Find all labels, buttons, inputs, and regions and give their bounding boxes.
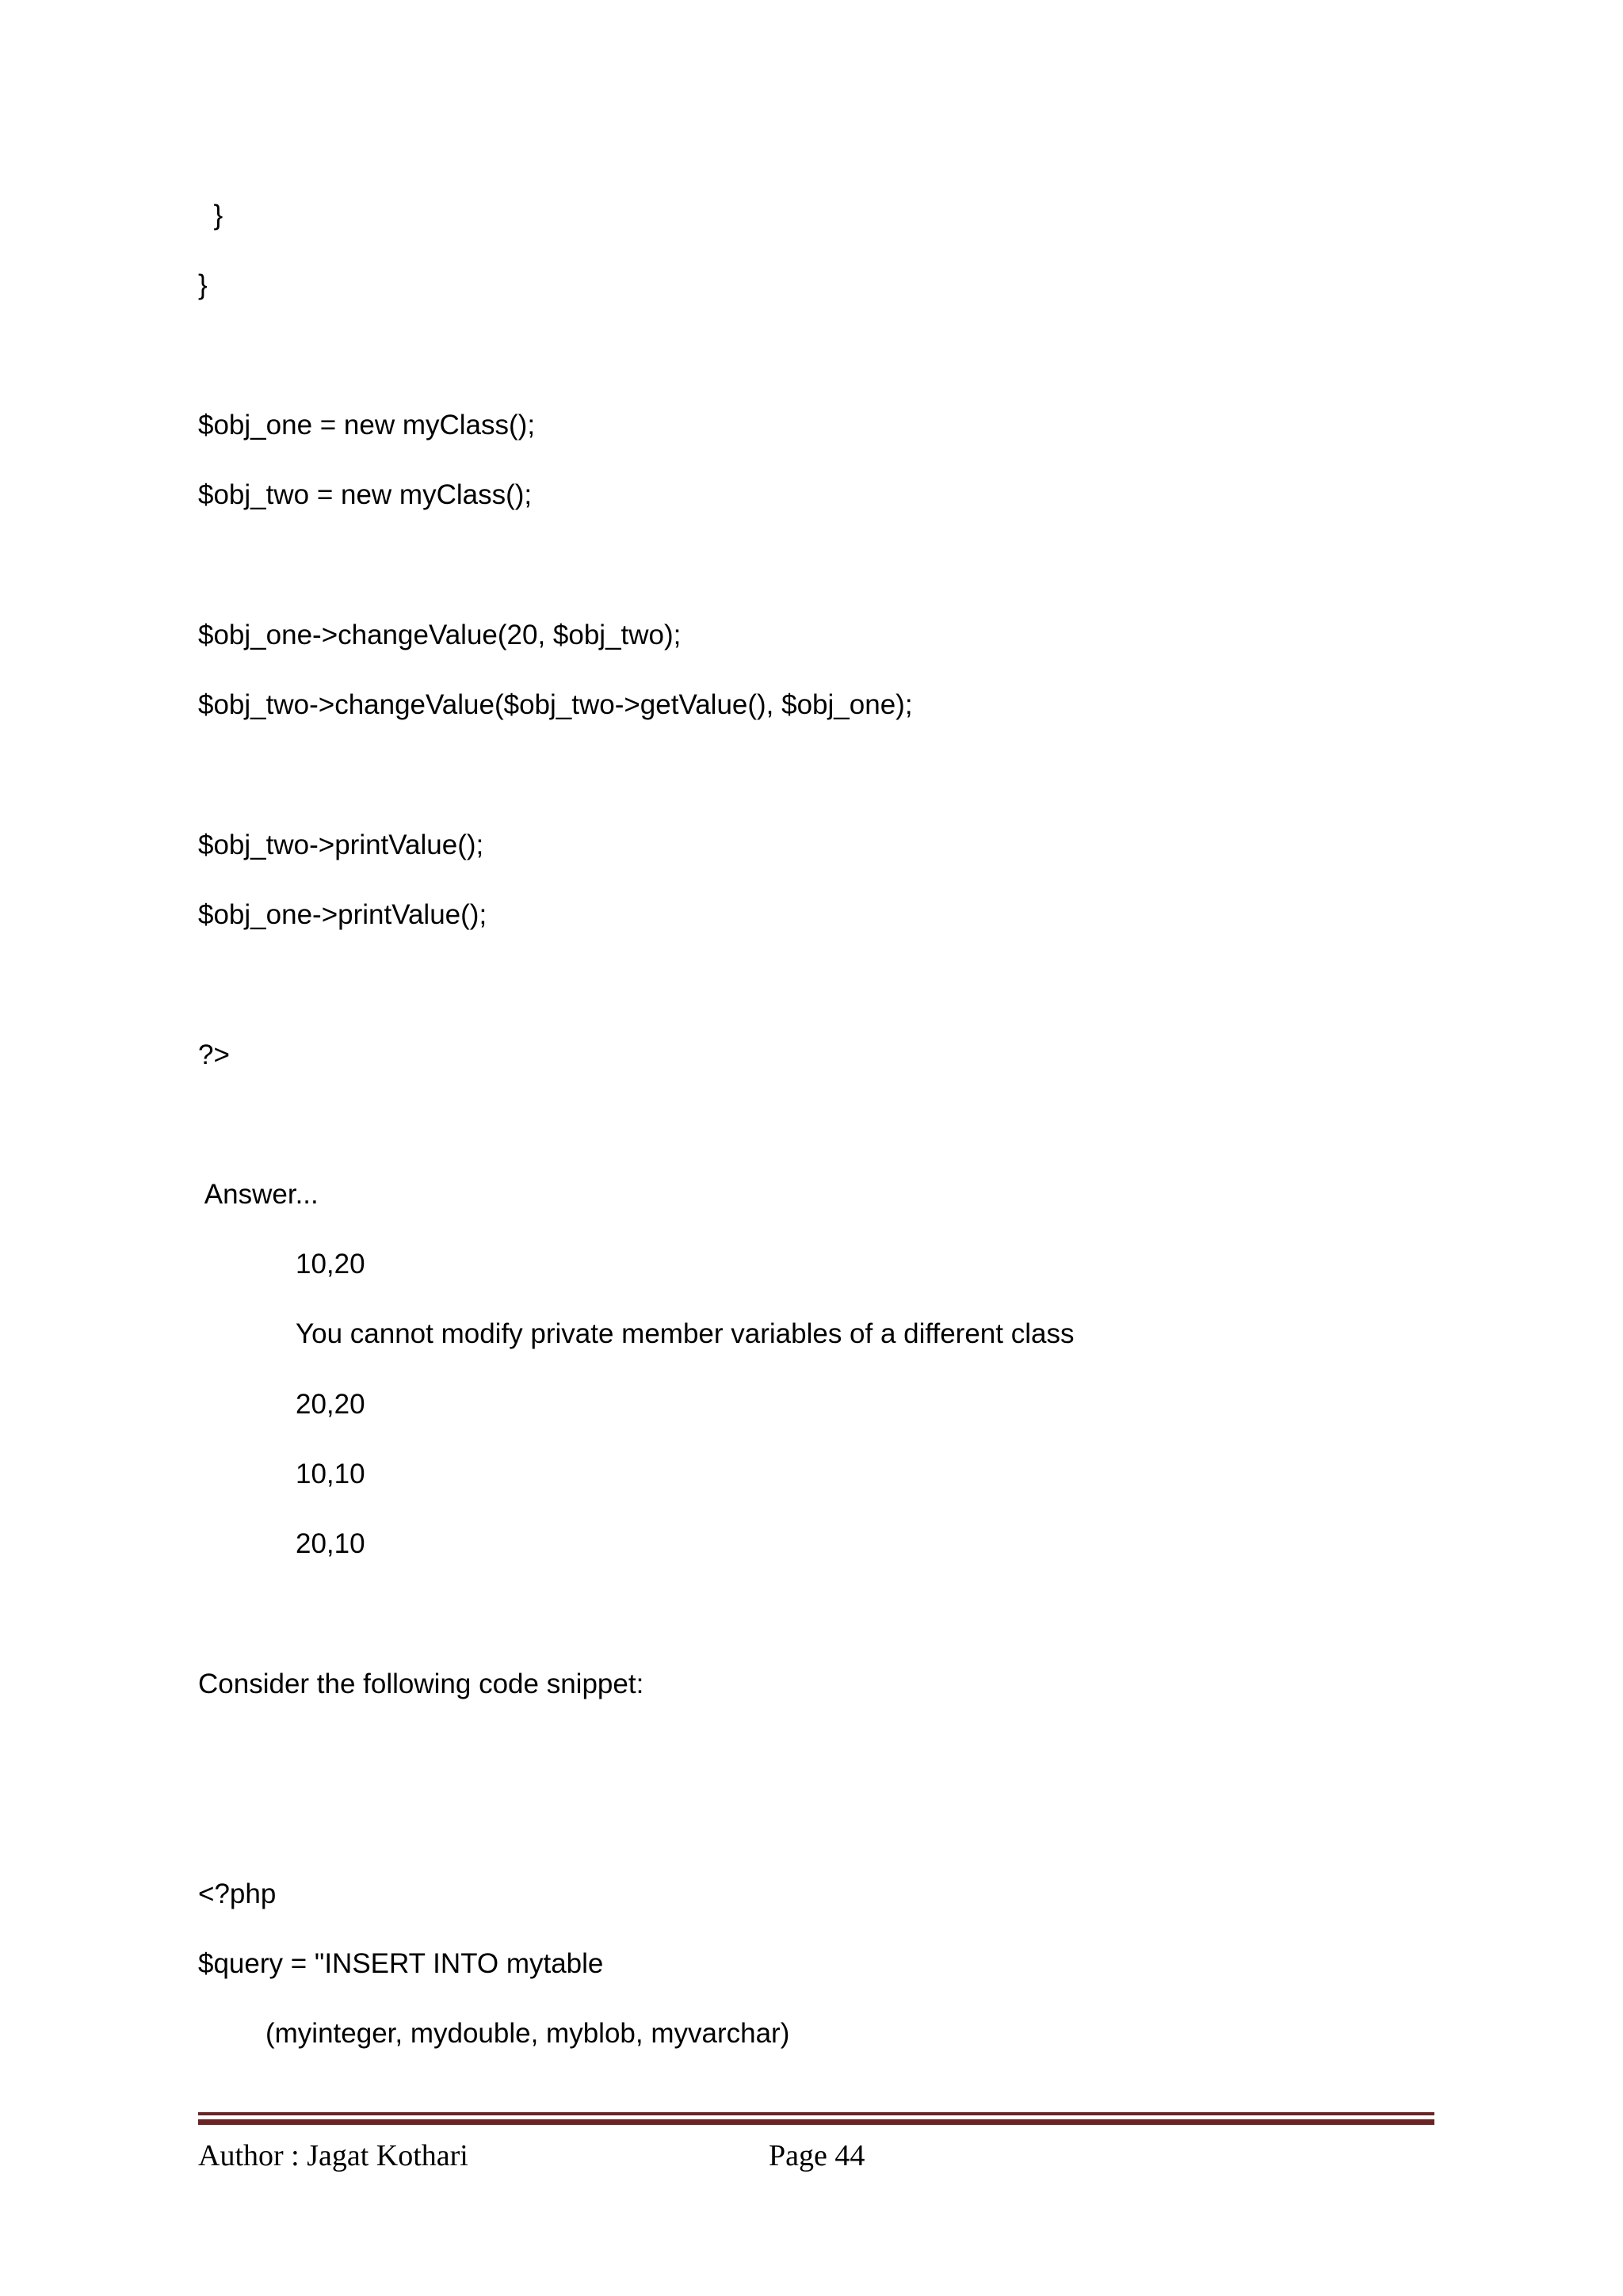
- question-intro: Consider the following code snippet:: [198, 1669, 644, 1699]
- code-line: <?php: [198, 1878, 277, 1909]
- code-line: }: [198, 269, 208, 300]
- footer-divider: [198, 2112, 1434, 2115]
- code-line: ?>: [198, 1039, 230, 1070]
- answer-label: Answer...: [198, 1179, 319, 1210]
- answer-option: You cannot modify private member variables of a different class: [296, 1318, 1075, 1349]
- code-line: $obj_two->printValue();: [198, 830, 484, 860]
- footer-author: Author : Jagat Kothari: [198, 2139, 468, 2172]
- code-line: $query = "INSERT INTO mytable: [198, 1948, 604, 1979]
- code-line: $obj_one->printValue();: [198, 899, 487, 930]
- code-line: (myinteger, mydouble, myblob, myvarchar): [265, 2018, 790, 2049]
- code-line: }: [198, 200, 223, 231]
- answer-option: 10,10: [296, 1459, 365, 1489]
- footer-divider: [198, 2119, 1434, 2125]
- answer-option: 20,20: [296, 1389, 365, 1420]
- answer-option: 20,10: [296, 1528, 365, 1559]
- code-line: $obj_two = new myClass();: [198, 479, 533, 510]
- footer-page-number: Page 44: [769, 2139, 865, 2172]
- answer-option: 10,20: [296, 1249, 365, 1280]
- code-line: $obj_one->changeValue(20, $obj_two);: [198, 620, 682, 650]
- code-line: $obj_one = new myClass();: [198, 410, 536, 441]
- code-line: $obj_two->changeValue($obj_two->getValue(), $obj_one);: [198, 689, 913, 720]
